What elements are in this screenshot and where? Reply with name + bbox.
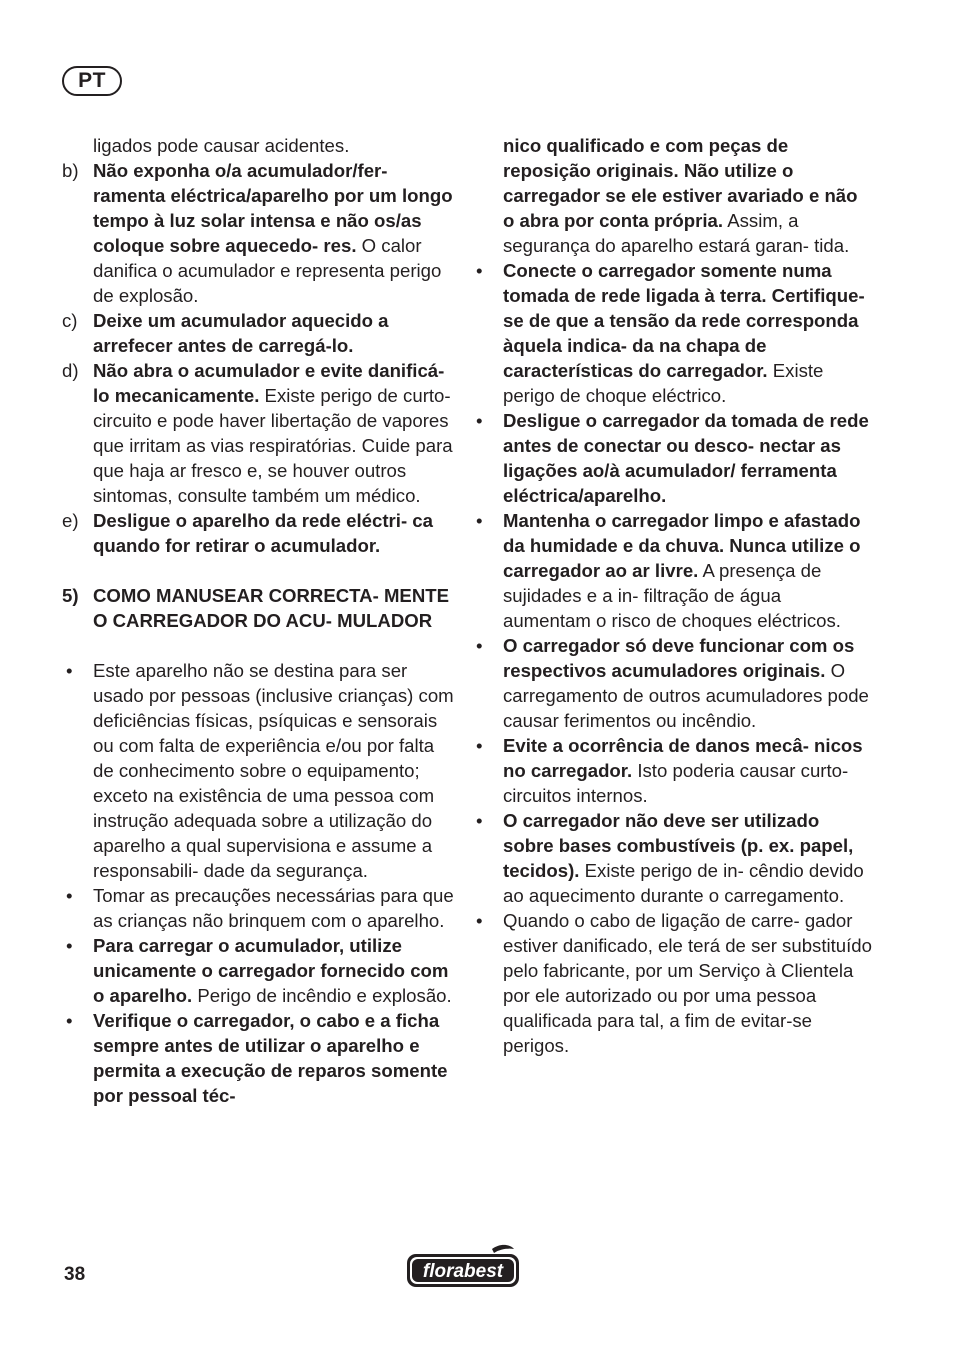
bullet-item: [62, 658, 457, 883]
bullet-item: [472, 508, 872, 633]
page-number: 38: [64, 1264, 86, 1285]
item-text: Não exponha o/a acumulador/fer- ramenta eléctrica/aparelho por um longo tempo à luz solar intensa e não os/as coloque sobre aquecedo- res. O calor danifica o acumulador e representa perigo de explosão.: [93, 160, 453, 306]
bullet-marker: •: [66, 885, 73, 906]
item-marker: c): [62, 310, 78, 331]
item-text: Para carregar o acumulador, utilize unicamente o carregador fornecido com o aparelho. Perigo de incêndio e explosão.: [93, 935, 452, 1006]
bullet-marker: •: [476, 510, 483, 531]
item-text: Mantenha o carregador limpo e afastado da humidade e da chuva. Nunca utilize o carregador ao ar livre. A presença de sujidades e a in- filtração de água aumentam o risco de choques eléctricos.: [503, 510, 861, 631]
item-marker: b): [62, 160, 79, 181]
bullet-marker: •: [476, 735, 483, 756]
bullet-marker: •: [476, 910, 483, 931]
item-text: O carregador não deve ser utilizado sobre bases combustíveis (p. ex. papel, tecidos). Existe perigo de in- cêndio devido ao aquecimento durante o carregamento.: [503, 810, 864, 906]
item-text: Não abra o acumulador e evite danificá-lo mecanicamente. Existe perigo de curto-circuito e pode haver libertação de vapores que irritam as vias respiratórias. Cuide para que haja ar fresco e, se houver outros sintomas, consulte também um médico.: [93, 360, 453, 506]
list-item-b: [62, 158, 457, 308]
item-text: Evite a ocorrência de danos mecâ- nicos no carregador. Isto poderia causar curto-circuitos internos.: [503, 735, 863, 806]
bullet-marker: •: [66, 660, 73, 681]
brand-name: florabest: [422, 1261, 504, 1282]
bullet-item: [472, 808, 872, 908]
section-number: 5): [62, 585, 79, 606]
item-text: Quando o cabo de ligação de carre- gador estiver danificado, ele terá de ser substituído pelo fabricante, por um Serviço à Clientela por ele autorizado ou por uma pessoa qualificada para tal, a fim de evitar-se perigos.: [503, 910, 872, 1056]
continuation-text: [62, 133, 457, 158]
section-title: COMO MANUSEAR CORRECTA- MENTE O CARREGADOR DO ACU- MULADOR: [93, 585, 450, 631]
bullet-item: [472, 733, 872, 808]
item-marker: d): [62, 360, 79, 381]
item-text: Este aparelho não se destina para ser usado por pessoas (inclusive crianças) com deficiências físicas, psíquicas e sensorais ou com falta de experiência e/ou por falta de conhecimento sobre o equipamento; exceto na existência de uma pessoa com instrução adequada sobre a utilização do aparelho a qual supervisiona e assume a responsabili- dade da segurança.: [93, 660, 454, 881]
bullet-marker: •: [66, 935, 73, 956]
right-column: [472, 133, 872, 1058]
item-text: Desligue o aparelho da rede eléctri- ca quando for retirar o acumulador.: [93, 510, 433, 556]
bullet-marker: •: [476, 410, 483, 431]
continuation-text: [472, 133, 872, 258]
language-badge: [62, 66, 122, 96]
bullet-item: [472, 258, 872, 408]
item-text: Tomar as precauções necessárias para que as crianças não brinquem com o aparelho.: [93, 885, 454, 931]
bullet-marker: •: [476, 810, 483, 831]
item-text: Deixe um acumulador aquecido a arrefecer antes de carregá-lo.: [93, 310, 389, 356]
list-item-c: [62, 308, 457, 358]
bullet-marker: •: [66, 1010, 73, 1031]
bullet-marker: •: [476, 635, 483, 656]
item-text: Desligue o carregador da tomada de rede antes de conectar ou desco- nectar as ligações ao/à acumulador/ ferramenta eléctrica/aparelho.: [503, 410, 869, 506]
bullet-item: [472, 408, 872, 508]
item-text: Conecte o carregador somente numa tomada de rede ligada à terra. Certifique-se de que a tensão da rede corresponda àquela indica- da na chapa de características do carregador. Existe perigo de choque eléctrico.: [503, 260, 865, 406]
bullet-item: [472, 633, 872, 733]
item-text: O carregador só deve funcionar com os respectivos acumuladores originais. O carregamento de outros acumuladores pode causar ferimentos ou incêndio.: [503, 635, 869, 731]
bullet-item: [62, 933, 457, 1008]
language-code: PT: [78, 69, 106, 92]
list-item-d: [62, 358, 457, 508]
section-heading: [62, 583, 457, 633]
item-text: ligados pode causar acidentes.: [93, 135, 350, 156]
bullet-marker: •: [476, 260, 483, 281]
bullet-item: [472, 908, 872, 1058]
item-text: nico qualificado e com peças de reposição originais. Não utilize o carregador se ele estiver avariado e não o abra por conta própria. Assim, a segurança do aparelho estará garan- tida.: [503, 135, 858, 256]
bullet-item: [62, 883, 457, 933]
bullet-item: [62, 1008, 457, 1108]
florabest-logo: [404, 1243, 522, 1291]
left-column: [62, 133, 457, 1108]
list-item-e: [62, 508, 457, 558]
item-marker: e): [62, 510, 79, 531]
item-text: Verifique o carregador, o cabo e a ficha sempre antes de utilizar o aparelho e permita a execução de reparos somente por pessoal téc-: [93, 1010, 448, 1106]
